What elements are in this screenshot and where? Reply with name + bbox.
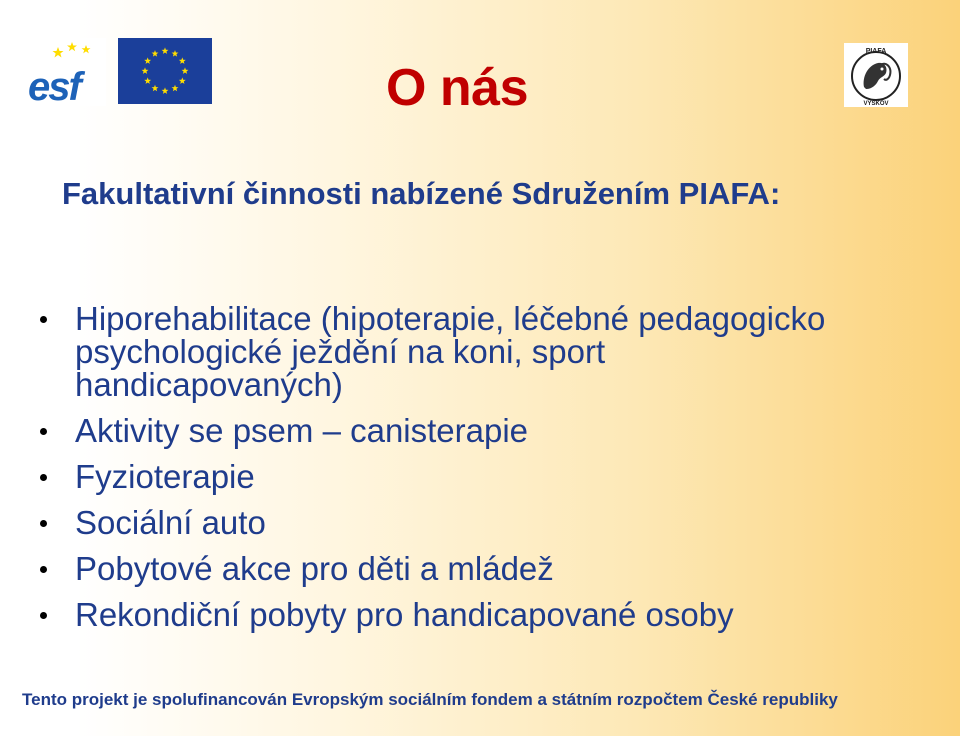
bullet-item-pobytove-akce xyxy=(38,552,878,585)
bullet-dot-icon xyxy=(40,316,47,323)
bullet-text: Hiporehabilitace (hipoterapie, léčebné pedagogicko psychologické ježdění na koni, sport handicapovaných) xyxy=(75,300,826,403)
footer-funding-note: Tento projekt je spolufinancován Evropským sociálním fondem a státním rozpočtem České republiky xyxy=(22,690,838,709)
bullet-dot-icon xyxy=(40,474,47,481)
bullet-item-canisterapie xyxy=(38,414,878,447)
bullet-text: Pobytové akce pro děti a mládež xyxy=(75,550,554,587)
bullet-list xyxy=(38,302,878,644)
bullet-dot-icon xyxy=(40,566,47,573)
svg-text:PIAFA: PIAFA xyxy=(865,48,887,55)
slide-subtitle: Fakultativní činnosti nabízené Sdružením PIAFA: xyxy=(62,176,781,211)
bullet-item-hiporehabilitace xyxy=(38,302,878,401)
bullet-text: Fyzioterapie xyxy=(75,458,255,495)
bullet-item-socialni-auto xyxy=(38,506,878,539)
bullet-text: Aktivity se psem – canisterapie xyxy=(75,412,529,449)
svg-text:esf: esf xyxy=(28,65,80,106)
bullet-item-rekondicni-pobyty xyxy=(38,598,878,631)
bullet-item-fyzioterapie xyxy=(38,460,878,493)
bullet-text: Sociální auto xyxy=(75,504,266,541)
bullet-dot-icon xyxy=(40,428,47,435)
bullet-text: Rekondiční pobyty pro handicapované osoby xyxy=(75,596,734,633)
svg-text:VYŠKOV: VYŠKOV xyxy=(863,101,889,107)
slide-title: O nás xyxy=(386,59,528,117)
bullet-dot-icon xyxy=(40,520,47,527)
piafa-horse-logo xyxy=(844,43,908,107)
eu-flag-icon xyxy=(118,38,212,104)
bullet-dot-icon xyxy=(40,612,47,619)
esf-logo xyxy=(28,38,106,106)
